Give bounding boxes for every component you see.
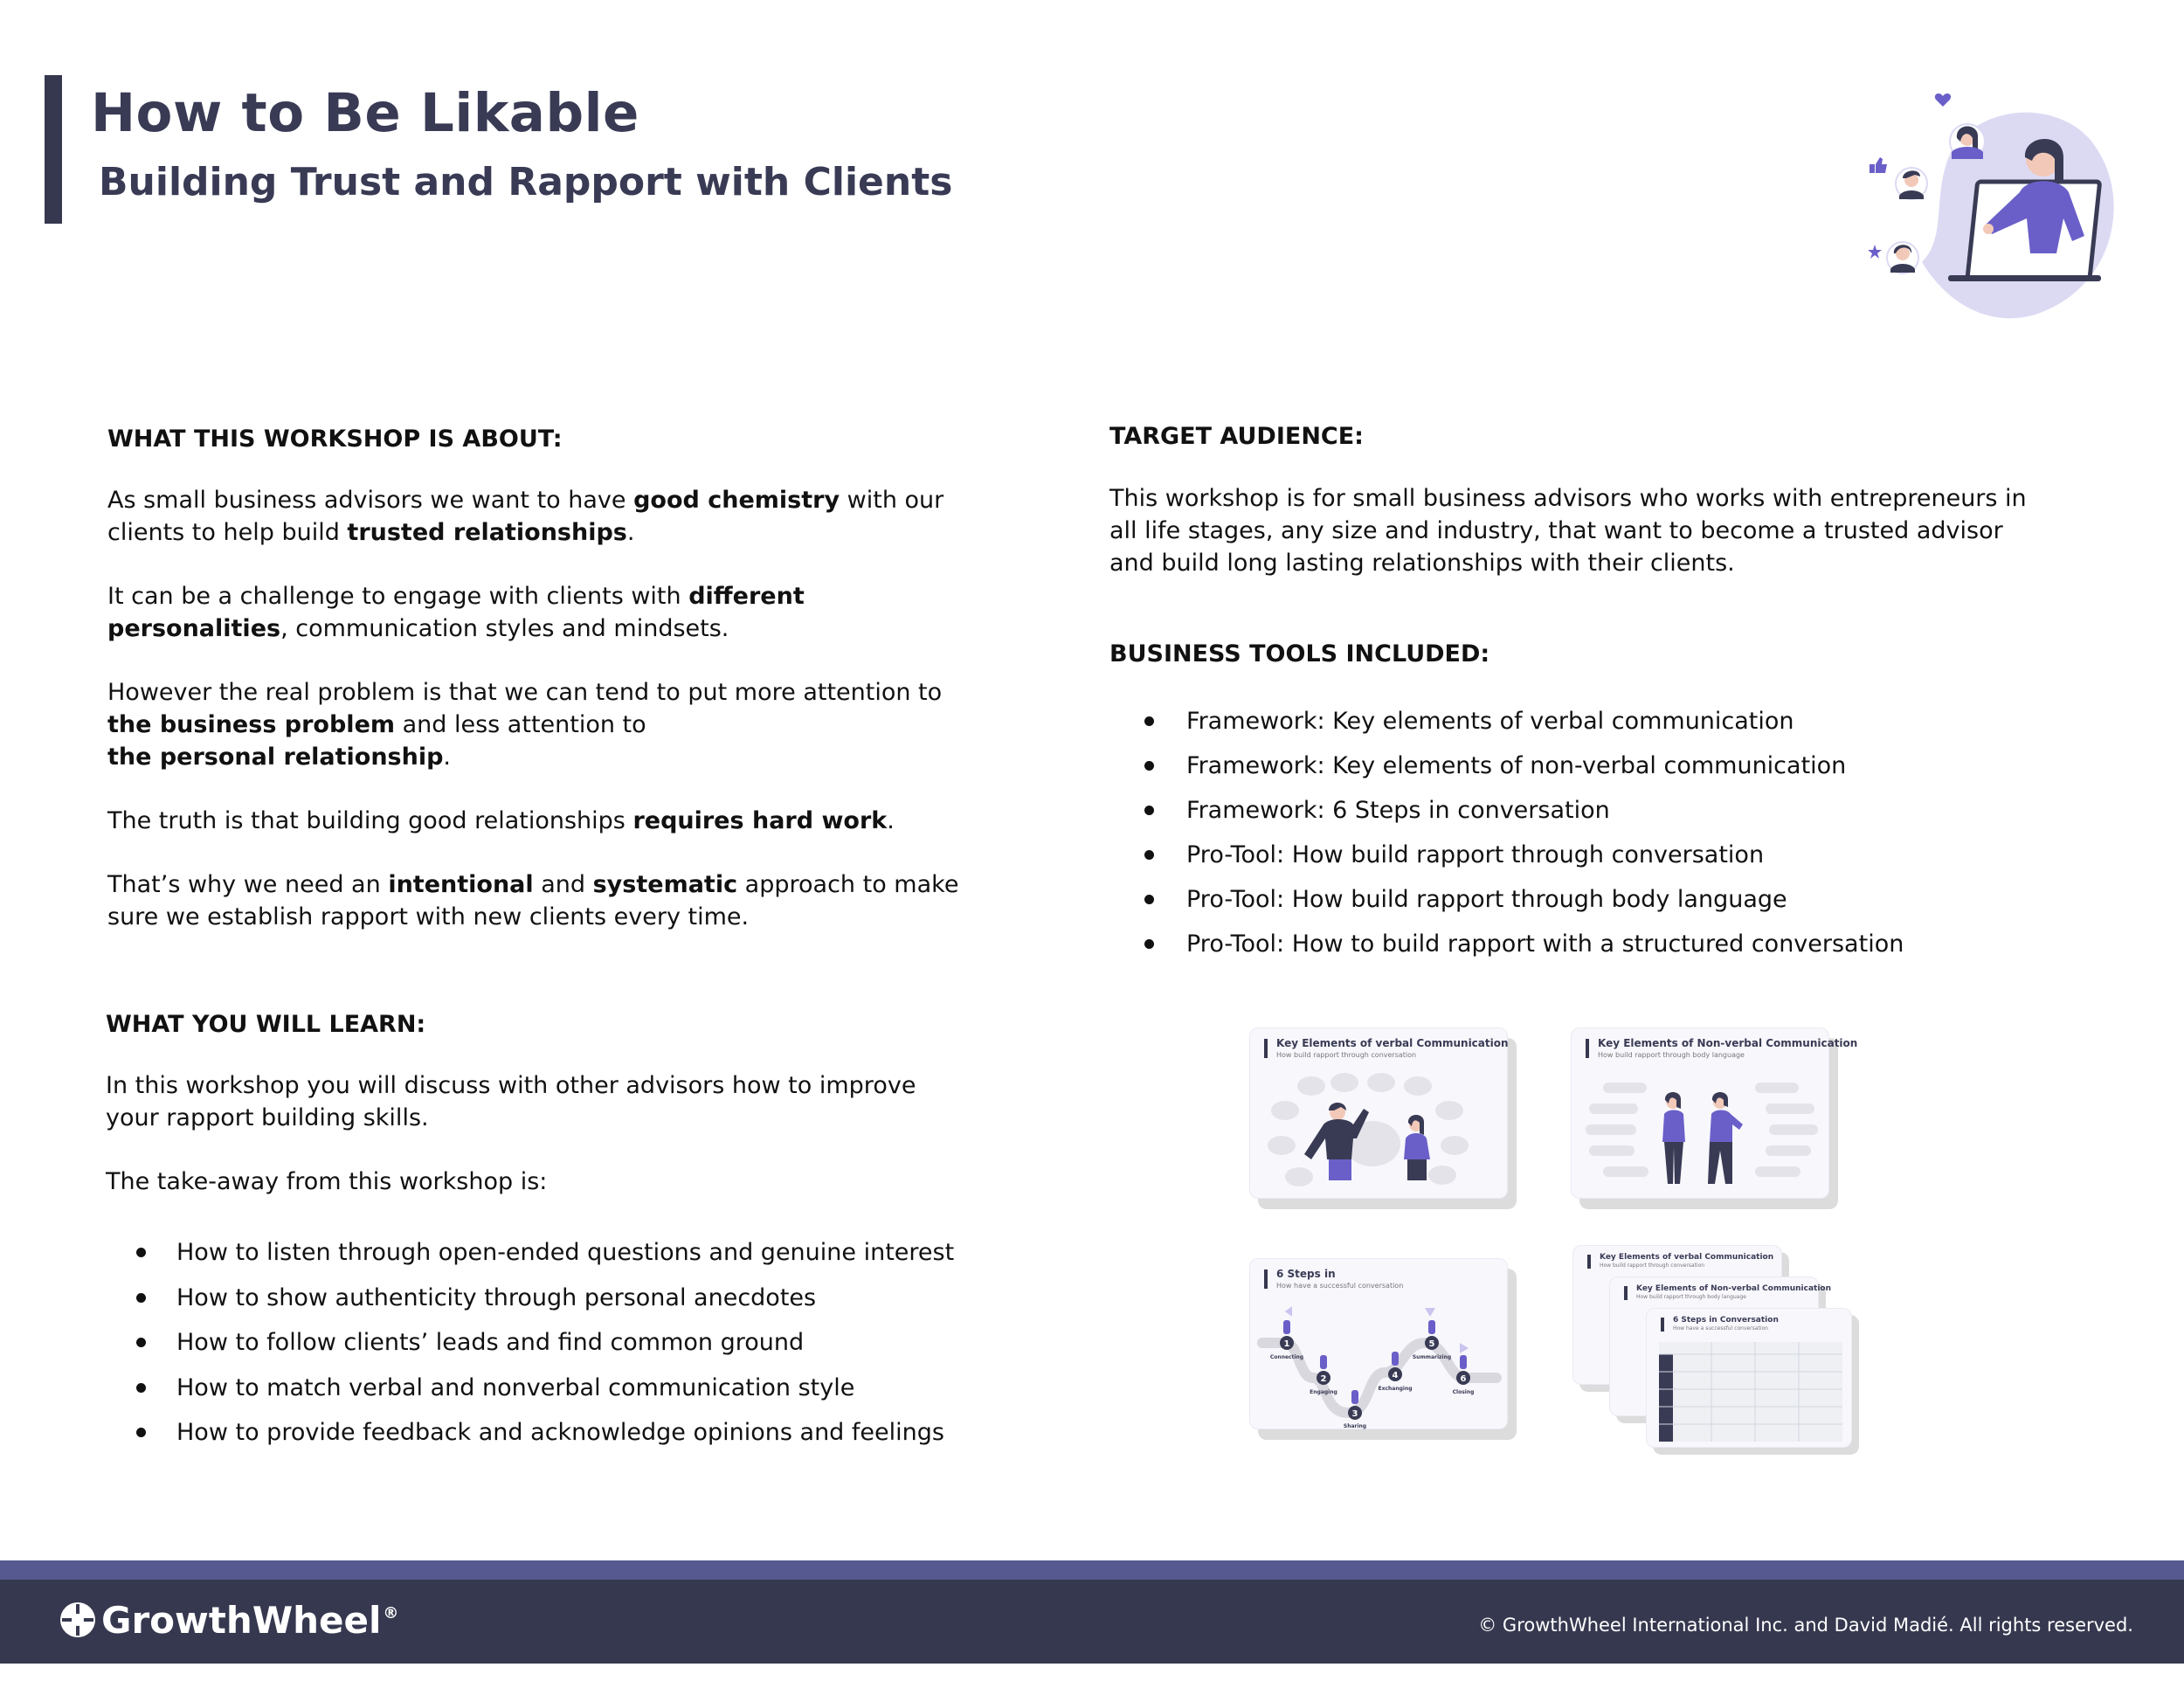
copyright-text: © GrowthWheel International Inc. and David Madié. All rights reserved. bbox=[1478, 1615, 2133, 1636]
list-item: How to match verbal and nonverbal communication style bbox=[107, 1372, 954, 1404]
list-item: Pro-Tool: How build rapport through conversation bbox=[1109, 839, 1904, 871]
step-number: 2 bbox=[1320, 1374, 1327, 1384]
audience-heading: TARGET AUDIENCE: bbox=[1109, 423, 1364, 450]
step-label: Connecting bbox=[1269, 1354, 1304, 1360]
table-preview bbox=[1659, 1342, 1842, 1442]
thumbnail-verbal-communication bbox=[1249, 1027, 1508, 1199]
thumbnail-subtitle: How have a successful conversation bbox=[1276, 1282, 1404, 1290]
about-paragraph-2: It can be a challenge to engage with clients with different personalities, communication styles and mindsets. bbox=[107, 583, 805, 642]
learn-takeaway: The take-away from this workshop is: bbox=[106, 1168, 548, 1195]
bullet-icon bbox=[1144, 895, 1154, 904]
thumbnail-nonverbal-communication bbox=[1571, 1027, 1858, 1199]
step-number: 3 bbox=[1351, 1409, 1358, 1419]
thumbnail-subtitle: How build rapport through body language bbox=[1598, 1051, 1745, 1059]
thumbnail-title: Key Elements of verbal Communication bbox=[1276, 1037, 1509, 1049]
logo-text: GrowthWheel bbox=[101, 1598, 382, 1642]
list-item: How to follow clients’ leads and find common ground bbox=[107, 1326, 954, 1359]
about-paragraph-3: However the real problem is that we can tend to put more attention to the business problem and less attention to the personal relationship. bbox=[107, 679, 943, 771]
thumbnail-stack bbox=[1572, 1245, 1861, 1455]
learn-list bbox=[107, 1236, 954, 1462]
registered-mark: ® bbox=[383, 1603, 399, 1622]
thumbnail-subtitle: How build rapport through conversation bbox=[1600, 1263, 1705, 1269]
thumbnail-title: 6 Steps in bbox=[1276, 1268, 1336, 1280]
verbal-illustration bbox=[1250, 1063, 1509, 1200]
list-item: Framework: Key elements of verbal communication bbox=[1109, 705, 1904, 737]
tools-heading: BUSINESS TOOLS INCLUDED: bbox=[1109, 640, 1490, 668]
learn-intro: In this workshop you will discuss with other advisors how to improve your rapport building skills. bbox=[106, 1072, 916, 1131]
wheel-icon bbox=[59, 1602, 96, 1638]
step-number: 4 bbox=[1392, 1371, 1399, 1380]
hero-illustration bbox=[1870, 87, 2132, 323]
bullet-icon bbox=[136, 1248, 146, 1257]
about-paragraph-4: The truth is that building good relationships requires hard work. bbox=[107, 807, 895, 834]
thumbnail-title: Key Elements of Non-verbal Communication bbox=[1636, 1284, 1832, 1293]
step-label: Closing bbox=[1452, 1389, 1475, 1395]
step-number: 1 bbox=[1283, 1339, 1290, 1349]
thumbnail-six-steps bbox=[1249, 1258, 1508, 1429]
step-label: Summarizing bbox=[1412, 1354, 1452, 1360]
bullet-icon bbox=[1144, 850, 1154, 860]
bullet-icon bbox=[136, 1383, 146, 1393]
list-item: Pro-Tool: How to build rapport with a structured conversation bbox=[1109, 928, 1904, 960]
learn-heading: WHAT YOU WILL LEARN: bbox=[106, 1011, 426, 1038]
list-item: How to show authenticity through personal anecdotes bbox=[107, 1282, 954, 1314]
page-subtitle: Building Trust and Rapport with Clients bbox=[99, 160, 953, 204]
list-item: Pro-Tool: How build rapport through body language bbox=[1109, 883, 1904, 916]
six-steps-diagram bbox=[1250, 1259, 1509, 1430]
step-number: 5 bbox=[1428, 1339, 1435, 1349]
thumbnail-title: Key Elements of verbal Communication bbox=[1600, 1253, 1774, 1262]
list-item: How to provide feedback and acknowledge opinions and feelings bbox=[107, 1416, 954, 1449]
footer-stripe bbox=[0, 1560, 2184, 1580]
bullet-icon bbox=[1144, 716, 1154, 726]
bullet-icon bbox=[1144, 939, 1154, 949]
about-paragraph-1: As small business advisors we want to have good chemistry with our clients to help build trusted relationships. bbox=[107, 487, 944, 546]
audience-text: This workshop is for small business advisors who works with entrepreneurs in all life stages, any size and industry, that want to become a trusted advisor and build long lasting relationships with their clients. bbox=[1109, 485, 2027, 577]
list-item: How to listen through open-ended questions and genuine interest bbox=[107, 1236, 954, 1269]
step-label: Engaging bbox=[1310, 1389, 1337, 1395]
stack-card-steps bbox=[1646, 1308, 1852, 1448]
bullet-icon bbox=[136, 1293, 146, 1303]
thumbnail-subtitle: How build rapport through body language bbox=[1636, 1294, 1746, 1300]
list-item: Framework: Key elements of non-verbal communication bbox=[1109, 750, 1904, 782]
step-label: Sharing bbox=[1343, 1423, 1367, 1429]
thumbnail-subtitle: How have a successful conversation bbox=[1673, 1325, 1768, 1332]
title-accent-bar bbox=[45, 75, 62, 224]
bullet-icon bbox=[1144, 806, 1154, 815]
list-item: Framework: 6 Steps in conversation bbox=[1109, 794, 1904, 827]
growthwheel-logo bbox=[59, 1595, 398, 1644]
step-label: Exchanging bbox=[1378, 1386, 1413, 1392]
thumbnail-title: 6 Steps in Conversation bbox=[1673, 1316, 1779, 1325]
step-number: 6 bbox=[1460, 1374, 1467, 1384]
bullet-icon bbox=[136, 1428, 146, 1437]
tools-list bbox=[1109, 705, 1904, 972]
thumbnail-title: Key Elements of Non-verbal Communication bbox=[1598, 1037, 1858, 1049]
page-title: How to Be Likable bbox=[91, 82, 639, 144]
about-heading: WHAT THIS WORKSHOP IS ABOUT: bbox=[107, 425, 563, 453]
about-paragraph-5: That’s why we need an intentional and systematic approach to make sure we establish rapport with new clients every time. bbox=[107, 871, 959, 930]
thumbnail-subtitle: How build rapport through conversation bbox=[1276, 1051, 1417, 1059]
bullet-icon bbox=[1144, 761, 1154, 771]
bullet-icon bbox=[136, 1338, 146, 1347]
nonverbal-illustration bbox=[1572, 1063, 1830, 1200]
